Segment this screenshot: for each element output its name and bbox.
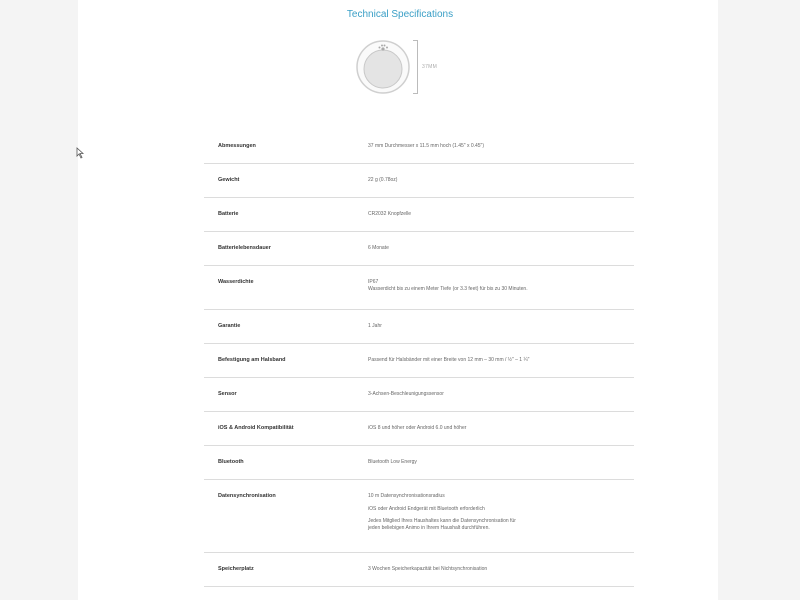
spec-label: Datensynchronisation [218,493,276,499]
spec-row [204,164,634,198]
spec-value: 6 Monate [368,245,389,251]
spec-value: 10 m Datensynchronisationsradius iOS oder Android Endgerät mit Bluetooth erforderlich Jedes Mitglied Ihres Haushaltes kann die Datensynchronisation für jeden beliebigen Animo in Ihrem Haushalt durchführen. [368,493,516,531]
spec-label: Bluetooth [218,459,244,465]
dimension-label: 37MM [422,64,438,70]
spec-row [204,344,634,378]
spec-row [204,446,634,480]
spec-value: Bluetooth Low Energy [368,459,417,465]
spec-value: CR2032 Knopfzelle [368,211,412,217]
page-title: Technical Specifications [346,9,454,20]
spec-row [204,130,634,164]
spec-label: Sensor [218,391,237,397]
spec-label: Abmessungen [218,143,256,149]
spec-value: 3 Wochen Speicherkapazität bei Nichtsynchronisation [368,566,488,572]
spec-row [204,553,634,587]
spec-value: 37 mm Durchmesser x 11.5 mm hoch (1.45" x 0.45") [368,143,484,149]
spec-label: Befestigung am Halsband [218,357,286,363]
spec-value: iOS 8 und höher oder Android 6.0 und höher [368,425,467,431]
spec-label: Speicherplatz [218,566,254,572]
spec-label: iOS & Android Kompatibilität [218,425,294,431]
spec-label: Batterie [218,211,239,217]
spec-value: 3-Achsen-Beschleunigungssensor [368,391,444,397]
spec-value: Passend für Halsbänder mit einer Breite von 12 mm – 30 mm / ½" – 1 ¼" [368,357,530,363]
dimension-bracket [413,40,418,94]
spec-row [204,198,634,232]
spec-label: Wasserdichte [218,279,254,285]
spec-row [204,310,634,344]
spec-row [204,412,634,446]
device-illustration [355,39,411,95]
spec-label: Gewicht [218,177,240,183]
spec-row [204,378,634,412]
spec-row [204,232,634,266]
spec-value: 1 Jahr [368,323,382,329]
spec-table [204,130,634,587]
spec-row [204,266,634,310]
spec-value: 22 g (0.78oz) [368,177,398,183]
mouse-cursor-icon [76,147,86,159]
spec-value: IP67 Wasserdicht bis zu einem Meter Tiefe (or 3.3 feet) für bis zu 30 Minuten. [368,279,528,292]
spec-label: Garantie [218,323,241,329]
spec-label: Batterielebensdauer [218,245,271,251]
spec-row [204,480,634,553]
